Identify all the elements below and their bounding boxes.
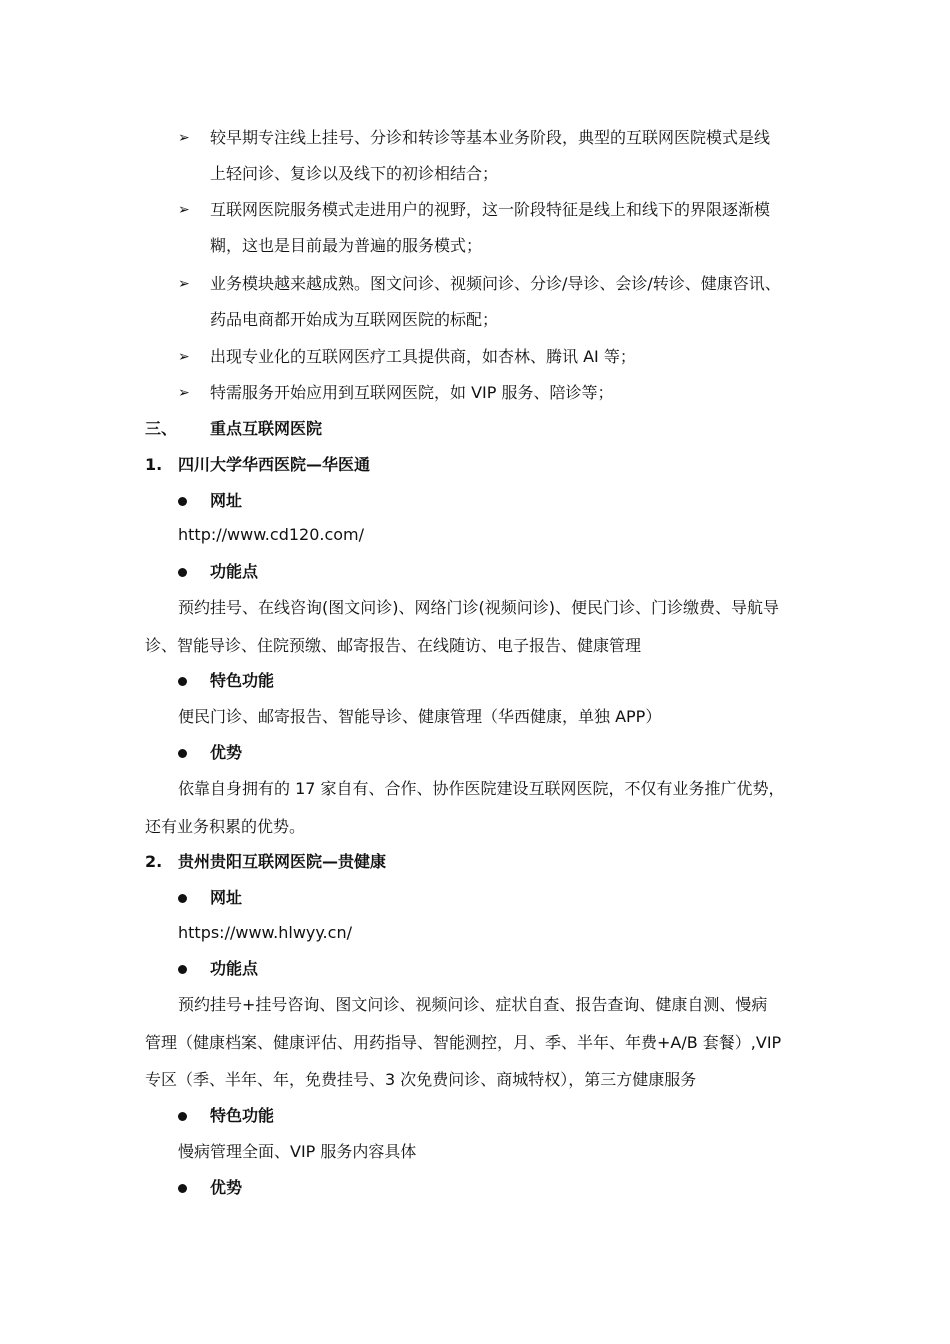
bullet-dot-icon [178,497,187,506]
bullet-dot-icon [178,965,187,974]
arrow-bullet-continuation [0,156,950,192]
hospital-title: 四川大学华西医院—华医通 [178,455,371,474]
paragraph-text: 诊、智能导诊、住院预缴、邮寄报告、在线随访、电子报告、健康管理 [145,636,642,655]
bullet-dot-icon [178,677,187,686]
website-url-text: https://www.hlwyy.cn/ [178,923,352,942]
subheading-special [0,1098,950,1134]
arrow-bullet-icon: ➢ [178,385,190,401]
special-paragraph [0,699,950,735]
subheading-label: 优势 [210,743,243,762]
subheading-website [0,483,950,519]
features-paragraph-continuation [0,1025,950,1061]
bullet-text: 出现专业化的互联网医疗工具提供商，如杏林、腾讯 AI 等； [210,347,636,366]
bullet-text-continuation: 药品电商都开始成为互联网医院的标配； [210,310,499,329]
paragraph-text: 便民门诊、邮寄报告、智能导诊、健康管理（华西健康，单独 APP） [178,707,662,726]
subheading-features [0,554,950,590]
paragraph-text: 管理（健康档案、健康评估、用药指导、智能测控，月、季、半年、年费+A/B 套餐）,VIP [145,1033,782,1052]
bullet-dot-icon [178,1112,187,1121]
special-paragraph [0,1134,950,1170]
arrow-bullet-continuation [0,302,950,338]
arrow-bullet-continuation [0,228,950,264]
subheading-advantage [0,1170,950,1206]
section-title: 重点互联网医院 [210,419,323,438]
subheading-label: 特色功能 [210,671,275,690]
hospital-title: 贵州贵阳互联网医院—贵健康 [178,852,387,871]
paragraph-text: 预约挂号、在线咨询(图文问诊)、网络门诊(视频问诊)、便民门诊、门诊缴费、导航导 [178,598,779,617]
features-paragraph [0,987,950,1023]
arrow-bullet-icon: ➢ [178,130,190,146]
arrow-bullet-icon: ➢ [178,276,190,292]
features-paragraph-continuation [0,628,950,664]
website-url [0,915,950,951]
subheading-advantage [0,735,950,771]
hospital-heading [0,844,950,880]
bullet-text: 较早期专注线上挂号、分诊和转诊等基本业务阶段，典型的互联网医院模式是线 [210,128,771,147]
section-heading [0,411,950,447]
paragraph-text: 慢病管理全面、VIP 服务内容具体 [178,1142,417,1161]
section-number: 三、 [145,419,178,438]
arrow-bullet-icon: ➢ [178,349,190,365]
arrow-bullet-item [0,266,950,302]
subheading-label: 网址 [210,491,243,510]
features-paragraph-continuation [0,1062,950,1098]
paragraph-text: 依靠自身拥有的 17 家自有、合作、协作医院建设互联网医院，不仅有业务推广优势， [178,779,785,798]
paragraph-text: 预约挂号+挂号咨询、图文问诊、视频问诊、症状自查、报告查询、健康自测、慢病 [178,995,768,1014]
bullet-text-continuation: 上轻问诊、复诊以及线下的初诊相结合； [210,164,499,183]
advantage-paragraph-continuation [0,809,950,845]
arrow-bullet-item [0,375,950,411]
bullet-text: 互联网医院服务模式走进用户的视野，这一阶段特征是线上和线下的界限逐渐模 [210,200,771,219]
arrow-bullet-item [0,120,950,156]
bullet-dot-icon [178,1184,187,1193]
arrow-bullet-item [0,192,950,228]
bullet-dot-icon [178,894,187,903]
arrow-bullet-icon: ➢ [178,202,190,218]
hospital-number: 2. [145,852,163,871]
subheading-label: 特色功能 [210,1106,275,1125]
subheading-website [0,880,950,916]
subheading-label: 优势 [210,1178,243,1197]
hospital-number: 1. [145,455,163,474]
hospital-heading [0,447,950,483]
subheading-label: 网址 [210,888,243,907]
subheading-label: 功能点 [210,959,259,978]
subheading-special [0,663,950,699]
bullet-text: 特需服务开始应用到互联网医院，如 VIP 服务、陪诊等； [210,383,614,402]
bullet-dot-icon [178,568,187,577]
bullet-text: 业务模块越来越成熟。图文问诊、视频问诊、分诊/导诊、会诊/转诊、健康咨讯、 [210,274,781,293]
website-url-text: http://www.cd120.com/ [178,525,365,544]
paragraph-text: 还有业务积累的优势。 [145,817,306,836]
bullet-text-continuation: 糊，这也是目前最为普遍的服务模式； [210,236,483,255]
subheading-label: 功能点 [210,562,259,581]
arrow-bullet-item [0,339,950,375]
paragraph-text: 专区（季、半年、年，免费挂号、3 次免费问诊、商城特权），第三方健康服务 [145,1070,697,1089]
bullet-dot-icon [178,749,187,758]
advantage-paragraph [0,771,950,807]
website-url [0,517,950,553]
features-paragraph [0,590,950,626]
subheading-features [0,951,950,987]
